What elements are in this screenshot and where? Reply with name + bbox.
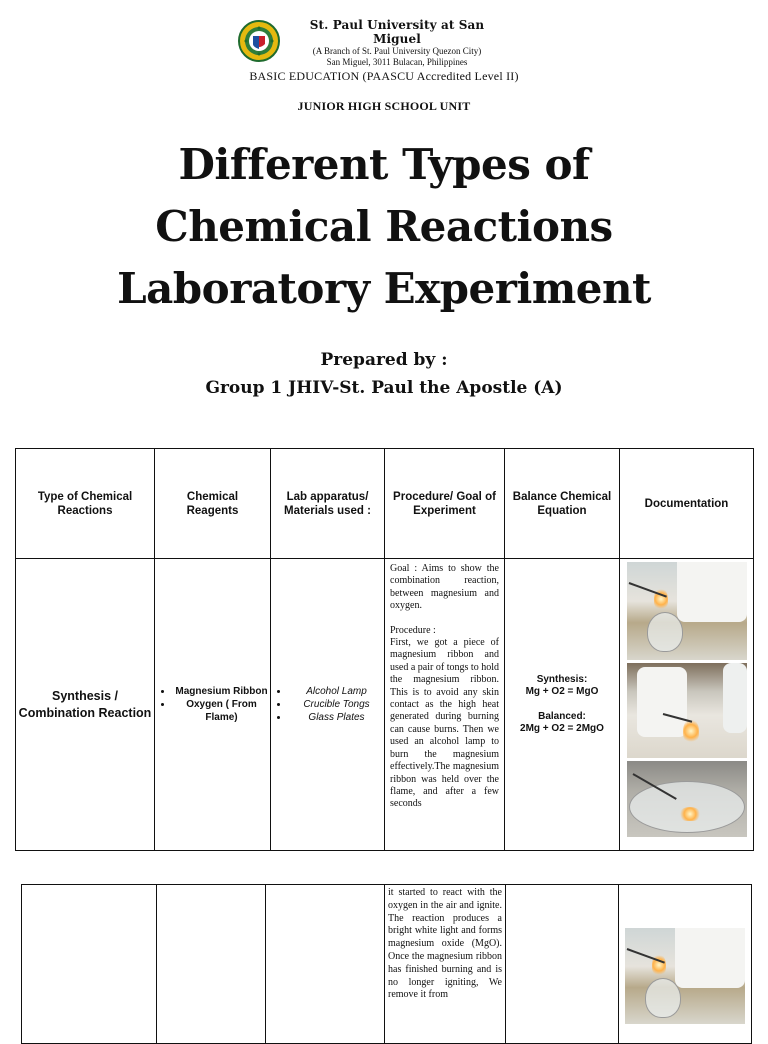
reagents-cell (155, 559, 271, 851)
apparatus-item: • Alcohol Lamp (289, 685, 384, 698)
university-seal-logo (238, 20, 280, 62)
header-procedure: Procedure/ Goal of Experiment (385, 449, 505, 559)
synthesis-label: Synthesis: (536, 673, 588, 685)
reagent-item: • Magnesium Ribbon (173, 685, 270, 698)
prepared-by-label: Prepared by : (320, 350, 448, 370)
procedure-text: First, we got a piece of magnesium ribbon and used a pair of tongs to hold the magnesium ribbon. This is to avoid any skin contact as the high heat generated during burning can cause burns. Then we used an alcohol lamp to burn the magnesium effectively.The magnesium ribbon was held over the flame, and after a few seconds (390, 637, 499, 810)
university-branch: (A Branch of St. Paul University Quezon City) (312, 46, 482, 56)
header-reagents: Chemical Reagents (155, 449, 271, 559)
university-info (292, 18, 502, 68)
experiment-photo (627, 761, 747, 837)
balanced-equation: 2Mg + O2 = 2MgO (520, 723, 604, 734)
equation-cell (505, 559, 620, 851)
title-line-1: Different Types of (178, 140, 590, 189)
table-header-row (16, 449, 754, 559)
procedure-continued-text: it started to react with the oxygen in the air and ignite. The reaction produces a bright white light and forms magnesium oxide (MgO). Once the magnesium ribbon has finished burning and is no longer igniting, We remove it from (388, 887, 502, 1001)
title-line-3: Laboratory Experiment (117, 264, 651, 313)
unit-name: JUNIOR HIGH SCHOOL UNIT (297, 99, 471, 113)
table-row (16, 559, 754, 851)
basic-education-line: BASIC EDUCATION (PAASCU Accredited Level II) (249, 69, 519, 83)
table-row (22, 885, 752, 1044)
empty-cell (22, 885, 157, 1044)
documentation-cell (620, 559, 754, 851)
title-line-2: Chemical Reactions (155, 202, 613, 251)
procedure-label: Procedure : (390, 624, 436, 636)
header-equation: Balance Chemical Equation (505, 449, 620, 559)
header-type: Type of Chemical Reactions (16, 449, 155, 559)
reactions-table-continued (21, 884, 752, 1044)
apparatus-list (271, 685, 384, 724)
empty-cell (157, 885, 266, 1044)
experiment-photo (627, 663, 747, 758)
empty-cell (266, 885, 385, 1044)
apparatus-item: • Glass Plates (289, 711, 384, 724)
apparatus-item: • Crucible Tongs (289, 698, 384, 711)
reagent-item: • Oxygen ( From Flame) (173, 698, 270, 724)
procedure-continued-cell (385, 885, 506, 1044)
document-title (0, 134, 768, 320)
empty-cell (506, 885, 619, 1044)
university-name: St. Paul University at San Miguel (309, 18, 485, 46)
balanced-label: Balanced: (538, 710, 586, 722)
reactions-table (15, 448, 754, 851)
experiment-photo (627, 562, 747, 660)
documentation-cell (619, 885, 752, 1044)
apparatus-cell (271, 559, 385, 851)
header-documentation: Documentation (620, 449, 754, 559)
reaction-type: Synthesis / Combination Reaction (16, 559, 155, 851)
reagents-list (155, 685, 270, 724)
synthesis-equation: Mg + O2 = MgO (525, 686, 599, 697)
university-address: San Miguel, 3011 Bulacan, Philippines (326, 57, 468, 67)
procedure-cell (385, 559, 505, 851)
goal-text: Goal : Aims to show the combination reaction, between magnesium and oxygen. (390, 563, 499, 612)
group-name: Group 1 JHIV-St. Paul the Apostle (A) (205, 378, 563, 398)
prepared-by-block (0, 346, 768, 402)
experiment-photo (625, 928, 745, 1024)
header-apparatus: Lab apparatus/ Materials used : (271, 449, 385, 559)
